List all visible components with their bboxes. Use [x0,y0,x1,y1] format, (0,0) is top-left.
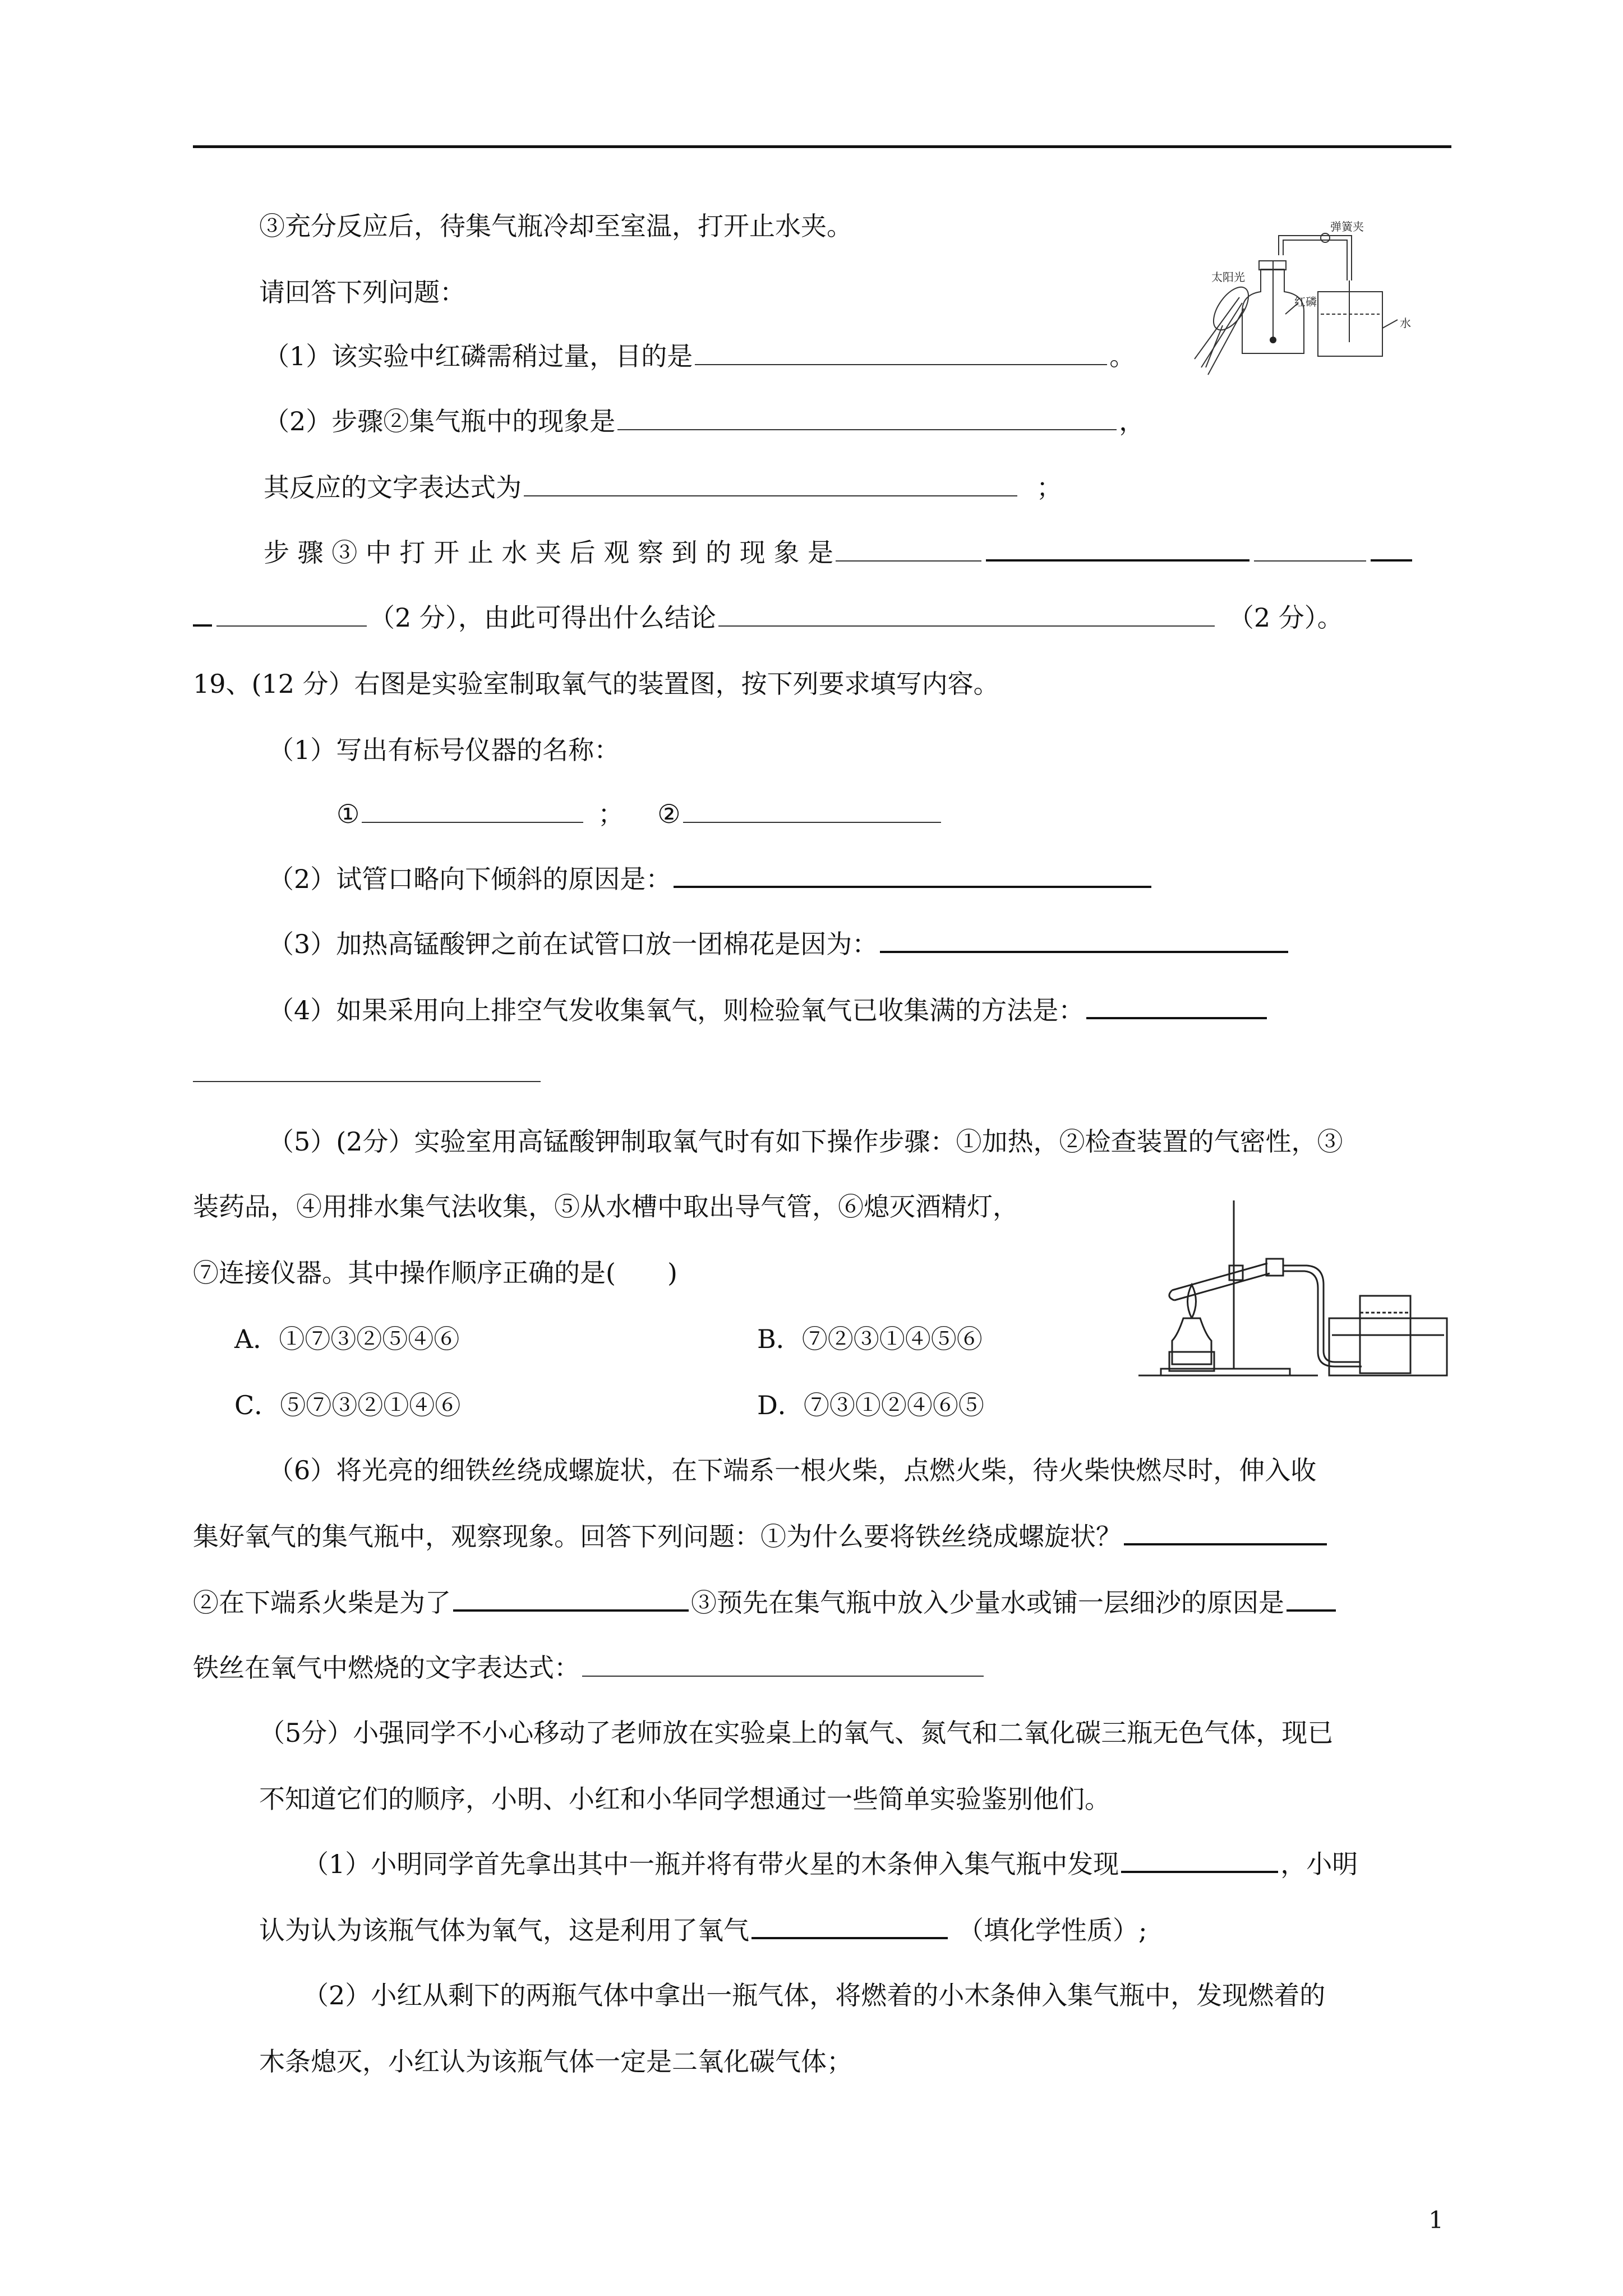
text-line: （5）(2分）实验室用高锰酸钾制取氧气时有如下操作步骤：①加热，②检查装置的气密性，③ [268,1126,1343,1157]
question-2b-line [264,472,1062,503]
water-pointer [1382,320,1398,328]
question-1-line [264,343,1135,369]
question-19-6b-line [193,1590,1338,1616]
answer-blank[interactable] [582,1675,984,1677]
question-19-1-blanks [336,801,943,827]
text-line: 认为认为该瓶气体为氧气，这是利用了氧气 [259,1915,749,1945]
answer-blank[interactable] [836,560,981,562]
answer-blank[interactable] [1254,560,1366,562]
water-beaker [1318,292,1382,356]
answer-blank[interactable] [1371,559,1412,562]
question-19-4-line [268,997,1269,1023]
question-20-1-line [303,1851,1358,1877]
option-b[interactable]: B．⑦②③①④⑤⑥ [757,1324,983,1354]
text-line: （2）试管口略向下倾斜的原因是： [268,864,672,894]
stand-base-plate [1161,1369,1290,1375]
figure-label: 太阳光 [1211,270,1245,284]
text-line: （5分）小强同学不小心移动了老师放在实验桌上的氧气、氮气和二氧化碳三瓶无色气体，现已 [259,1718,1334,1748]
phosphorus-experiment-figure [1189,220,1424,398]
answer-blank[interactable] [674,885,1151,888]
question-2c-line [264,537,1414,568]
text-line: 步 骤 ③ 中 打 开 止 水 夹 后 观 察 到 的 现 象 是 [264,537,833,568]
text-line: ； [598,799,624,829]
answer-blank[interactable] [880,950,1288,953]
text-line: （2 分），由此可得出什么结论 [369,602,716,633]
red-phosphorus [1270,337,1276,343]
question-19-6c-line [193,1655,986,1681]
answer-blank[interactable] [695,364,1107,365]
text-line: 装药品，④用排水集气法收集，⑤从水槽中取出导气管，⑥熄灭酒精灯， [193,1191,1018,1222]
text-line: 铁丝在氧气中燃烧的文字表达式： [193,1653,580,1683]
answer-blank[interactable] [1086,1016,1267,1019]
text-line: ② [657,799,681,829]
text-line: ，小明 [1280,1849,1358,1879]
text-line: 其反应的文字表达式为 [264,472,522,503]
answer-blank[interactable] [193,624,212,627]
delivery-tube [1279,236,1352,280]
figure-label: 弹簧夹 [1330,220,1364,233]
apparatus-drawing-2 [1138,1200,1453,1380]
answer-blank[interactable] [1124,1543,1327,1545]
text-line: （1）小明同学首先拿出其中一瓶并将有带火星的木条伸入集气瓶中发现 [303,1849,1119,1879]
text-line: ②在下端系火柴是为了 [193,1588,451,1618]
text-line: ， [1119,406,1145,436]
text-line: ⑦连接仪器。其中操作顺序正确的是( ) [193,1258,677,1288]
text-line: （2）小红从剩下的两瓶气体中拿出一瓶气体，将燃着的小木条伸入集气瓶中，发现燃着的 [303,1980,1326,2010]
figure-label: 水 [1400,316,1411,330]
text-line: （1）写出有标号仪器的名称： [268,735,620,765]
text-line: （1）该实验中红磷需稍过量，目的是 [264,341,693,371]
answer-blank[interactable] [617,429,1117,430]
header-rule [193,145,1451,148]
text-line: 木条熄灭，小红认为该瓶气体一定是二氧化碳气体； [259,2046,852,2077]
text-line: （4）如果采用向上排空气发收集氧气，则检验氧气已收集满的方法是： [268,995,1085,1025]
question-2-line [264,408,1145,434]
answer-blank[interactable] [1121,1870,1278,1873]
text-line: （2 分）。 [1228,602,1343,633]
answer-blank[interactable] [1287,1609,1336,1612]
flame [1188,1285,1196,1318]
answer-blank[interactable] [193,1080,541,1082]
text-line: （3）加热高锰酸钾之前在试管口放一团棉花是因为： [268,929,878,959]
text-line: （2）步骤②集气瓶中的现象是 [264,406,616,436]
text-line: ③预先在集气瓶中放入少量水或铺一层细沙的原因是 [691,1588,1284,1618]
answer-blank[interactable] [683,821,941,823]
question-19-2-line [268,866,1154,892]
apparatus-drawing-1 [1189,230,1424,398]
question-20-1b-line [259,1917,1147,1943]
text-line: 。 [1109,341,1136,371]
text-line: 请回答下列问题： [259,277,465,307]
text-line: （填化学性质）; [958,1915,1147,1945]
text-line: ； [1036,472,1062,503]
answer-blank[interactable] [718,625,1215,627]
test-tube-bottom [1169,1290,1174,1300]
option-d[interactable]: D．⑦③①②④⑥⑤ [757,1390,984,1420]
answer-blank[interactable] [524,495,1017,496]
test-tube [1172,1263,1267,1290]
figure-label: 红磷 [1294,295,1317,309]
question-19-3-line [268,931,1290,957]
answer-blank[interactable] [453,1609,689,1612]
option-a[interactable]: A．①⑦③②⑤④⑥ [234,1324,460,1354]
sunlight-ray [1201,303,1242,367]
alcohol-lamp [1172,1318,1211,1364]
oxygen-preparation-figure [1138,1200,1453,1380]
question-19-6-line [193,1521,1329,1552]
answer-blank[interactable] [986,559,1249,562]
answer-blank[interactable] [216,625,367,627]
delivery-tube [1283,1266,1360,1362]
text-line: （6）将光亮的细铁丝绕成螺旋状，在下端系一根火柴，点燃火柴，待火柴快燃尽时，伸入收 [268,1455,1317,1485]
delivery-tube [1283,240,1347,280]
text-line: 集好氧气的集气瓶中，观察现象。回答下列问题：①为什么要将铁丝绕成螺旋状？ [193,1521,1122,1552]
answer-blank[interactable] [751,1936,948,1939]
spring-clip [1321,233,1330,242]
text-line: ① [336,799,360,829]
question-2d-line [193,602,1343,633]
option-c[interactable]: C．⑤⑦③②①④⑥ [234,1390,461,1420]
page-number: 1 [1428,2206,1444,2234]
question-19-heading: 19、(12 分）右图是实验室制取氧气的装置图，按下列要求填写内容。 [193,669,999,699]
text-line: 不知道它们的顺序，小明、小红和小华同学想通过一些简单实验鉴别他们。 [259,1784,1110,1814]
answer-blank[interactable] [362,821,583,823]
text-line: ③充分反应后，待集气瓶冷却至室温，打开止水夹。 [259,211,852,241]
